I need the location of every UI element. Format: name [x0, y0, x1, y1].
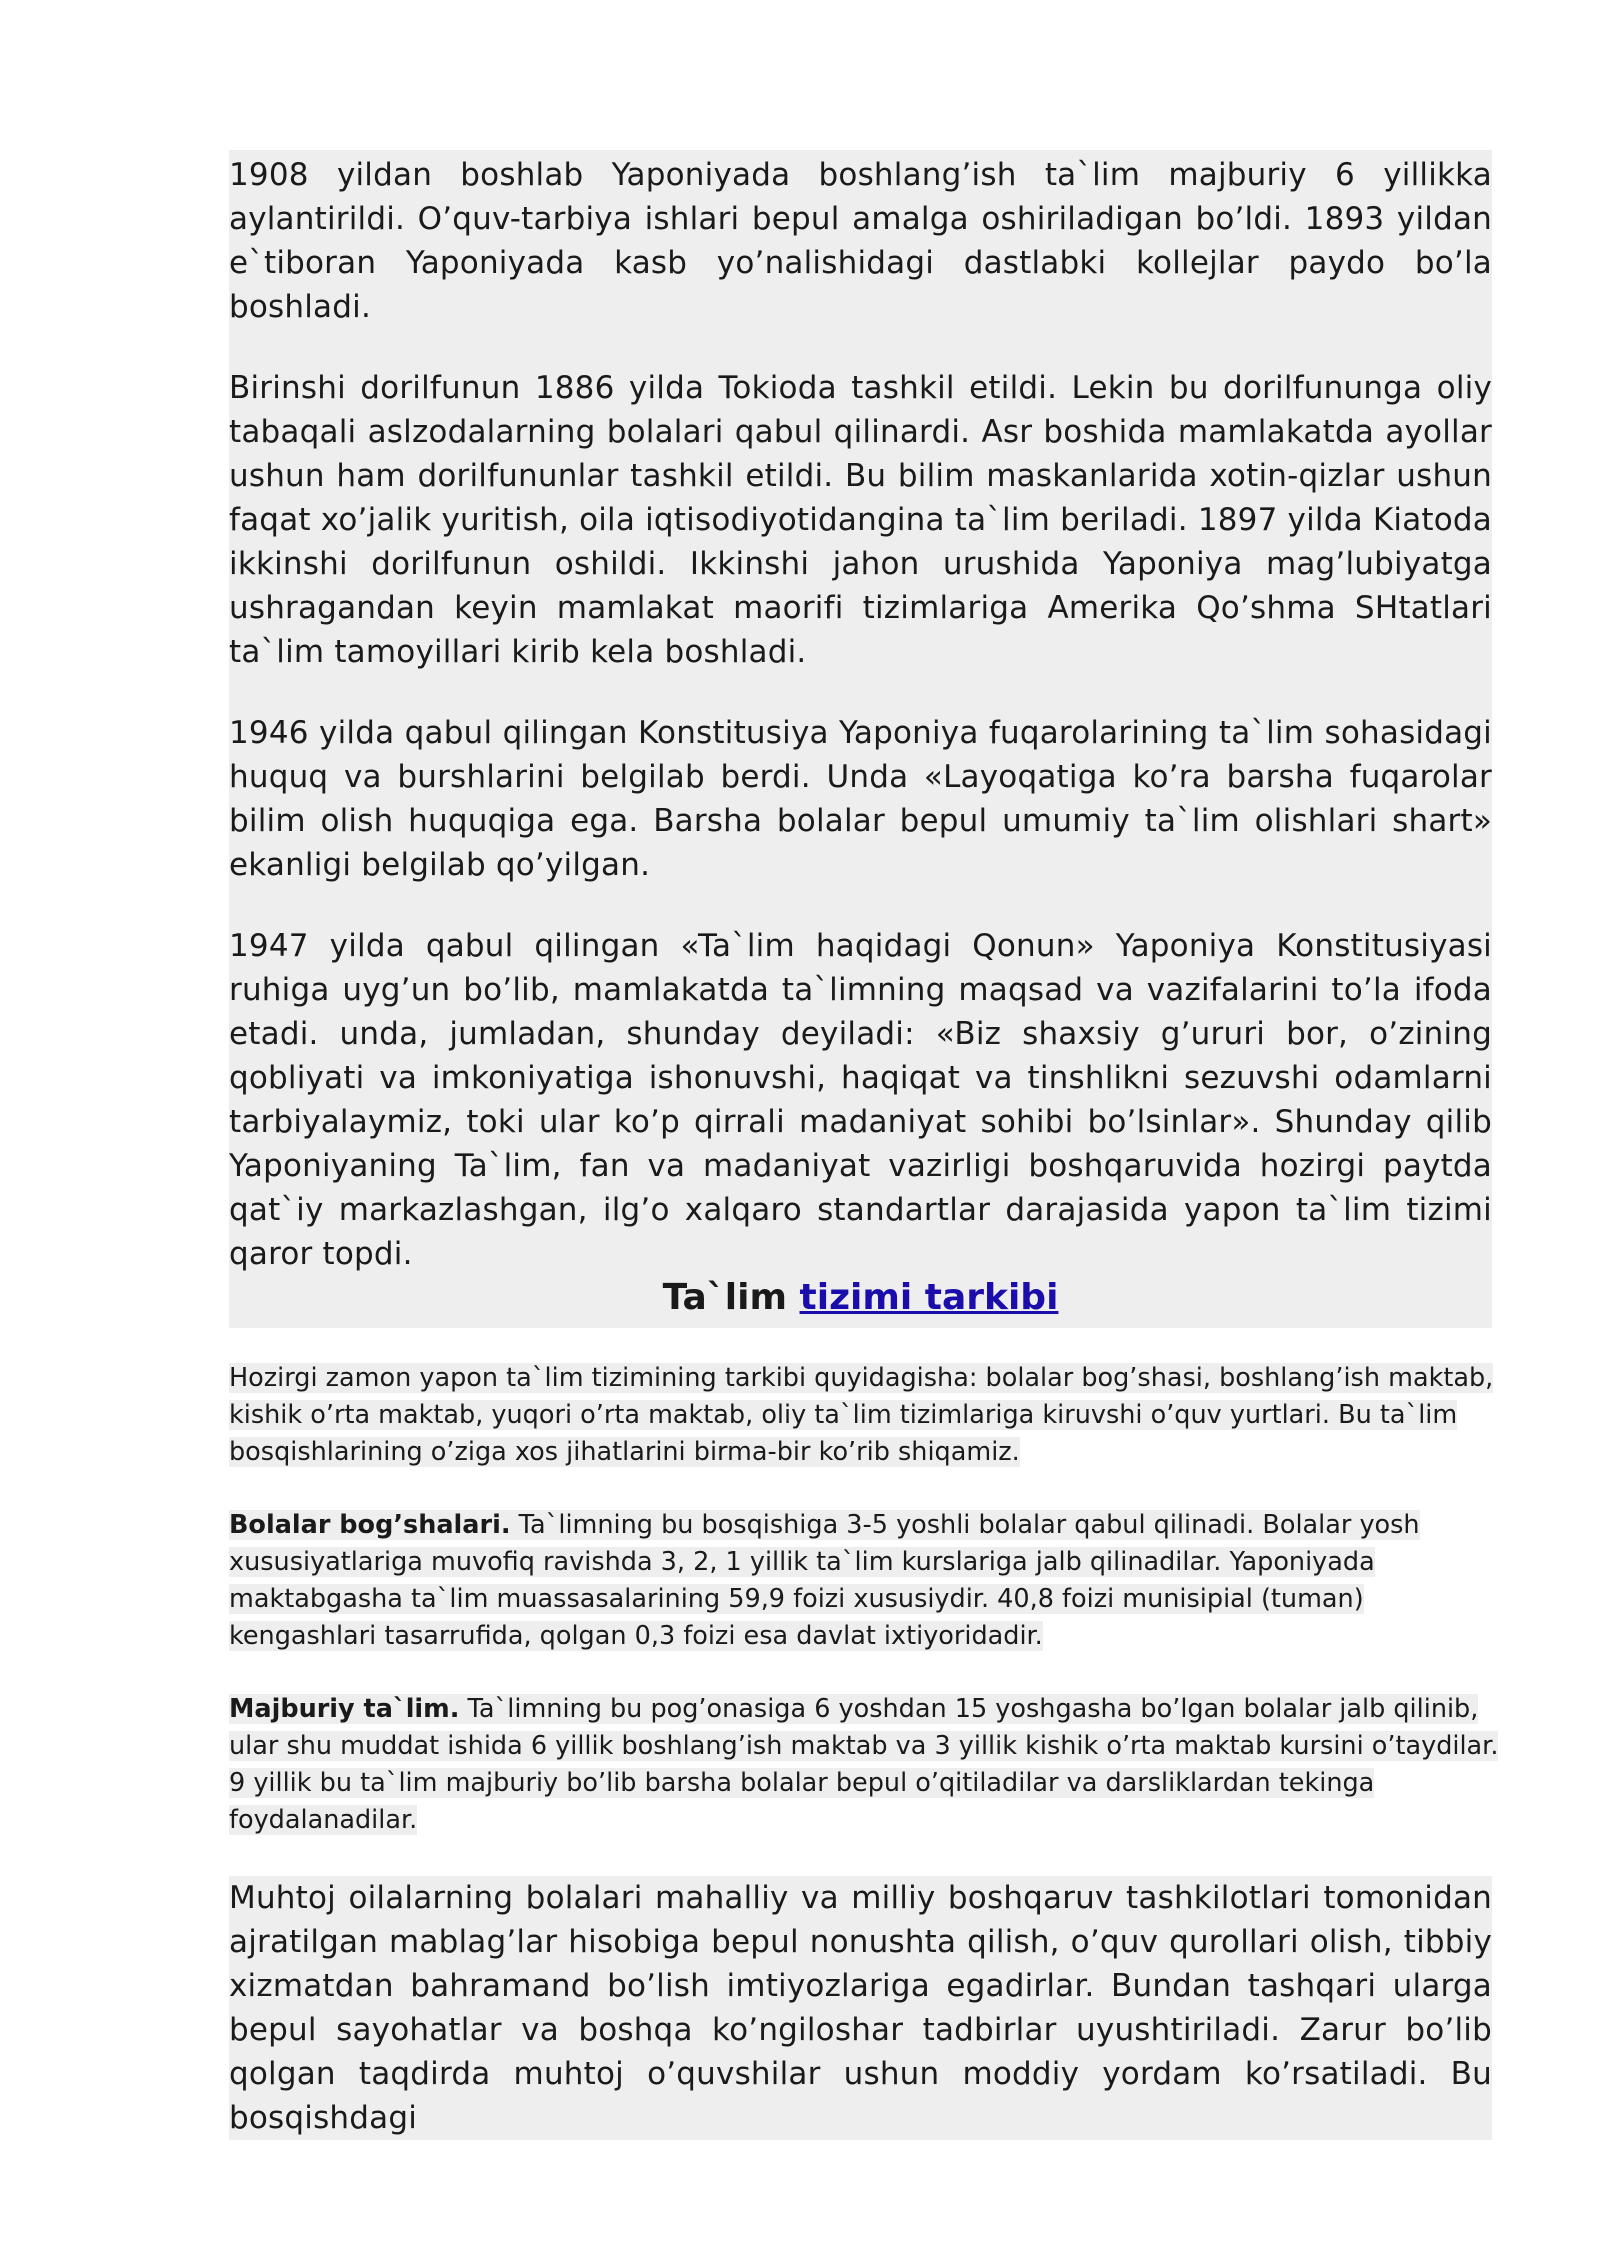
paragraph-2: Birinshi dorilfunun 1886 yilda Tokioda tashkil etildi. Lekin bu dorilfununga oliy tabaqali aslzodalarning bolalari qabul qilinardi. Asr boshida mamlakatda ayollar ushun ham dorilfununlar tashkil etildi. Bu bilim maskanlarida xotin-qizlar ushun faqat xo’jalik yuritish, oila iqtisodiyotidangina ta`lim beriladi. 1897 yilda Kiatoda ikkinshi dorilfunun oshildi. Ikkinshi jahon urushida Yaponiya mag’lubiyatga ushragandan keyin mamlakat maorifi tizimlariga Amerika Qo’shma SHtatlari ta`lim tamoyillari kirib kela boshladi. [229, 370, 1492, 670]
bottom-text-block [229, 1876, 1492, 2140]
heading-link[interactable]: tizimi tarkibi [799, 1277, 1059, 1318]
section-heading [229, 1268, 1492, 1328]
paragraph-4: 1947 yilda qabul qilingan «Ta`lim haqidagi Qonun» Yaponiya Konstitusiyasi ruhiga uyg’un bo’lib, mamlakatda ta`limning maqsad va vazifalarini to’la ifoda etadi. unda, jumladan, shunday deyiladi: «Biz shaxsiy g’ururi bor, o’zining qobliyati va imkoniyatiga ishonuvshi, haqiqat va tinshlikni sezuvshi odamlarni tarbiyalaymiz, toki ular ko’p qirrali madaniyat sohibi bo’lsinlar». Shunday qilib Yaponiyaning Ta`lim, fan va madaniyat vazirligi boshqaruvida hozirgi paytda qat`iy markazlashgan, ilg’o xalqaro standartlar darajasida yapon ta`lim tizimi qaror topdi. [229, 928, 1492, 1272]
small-paragraph-3 [229, 1691, 1499, 1839]
small-text-block [229, 1360, 1499, 1839]
small-paragraph-2-text: Ta`limning bu bosqishiga 3-5 yoshli bolalar qabul qilinadi. Bolalar yosh xususiyatlariga muvofiq ravishda 3, 2, 1 yillik ta`lim kurslariga jalb qilinadilar. Yaponiyada maktabgasha ta`lim muassasalarining 59,9 foizi xususiydir. 40,8 foizi munisipial (tuman) kengashlari tasarrufida, qolgan 0,3 foizi esa davlat ixtiyoridadir. [229, 1510, 1420, 1651]
small-paragraph-2 [229, 1507, 1499, 1655]
paragraph-1: 1908 yildan boshlab Yaponiyada boshlang’ish ta`lim majburiy 6 yillikka aylantirildi. O’quv-tarbiya ishlari bepul amalga oshiriladigan bo’ldi. 1893 yildan e`tiboran Yaponiyada kasb yo’nalishidagi dastlabki kollejlar paydo bo’la boshladi. [229, 157, 1492, 325]
small-paragraph-1-text: Hozirgi zamon yapon ta`lim tizimining tarkibi quyidagisha: bolalar bog’shasi, boshlang’ish maktab, kishik o’rta maktab, yuqori o’rta maktab, oliy ta`lim tizimlariga kiruvshi o’quv yurtlari. Bu ta`lim bosqishlarining o’ziga xos jihatlarini birma-bir ko’rib shiqamiz. [229, 1363, 1494, 1467]
paragraph-3: 1946 yilda qabul qilingan Konstitusiya Yaponiya fuqarolarining ta`lim sohasidagi huquq va burshlarini belgilab berdi. Unda «Layoqatiga ko’ra barsha fuqarolar bilim olish huquqiga ega. Barsha bolalar bepul umumiy ta`lim olishlari shart» ekanligi belgilab qo’yilgan. [229, 715, 1492, 883]
heading-text: Ta`lim [662, 1277, 800, 1318]
small-paragraph-1 [229, 1360, 1499, 1471]
small-paragraph-3-text: Ta`limning bu pog’onasiga 6 yoshdan 15 yoshgasha bo’lgan bolalar jalb qilinib, ular shu muddat ishida 6 yillik boshlang’ish maktab va 3 yillik kishik o’rta maktab kursini o’taydilar. 9 yillik bu ta`lim majburiy bo’lib barsha bolalar bepul o’qitiladilar va darsliklardan tekinga foydalanadilar. [229, 1694, 1499, 1835]
paragraph-5: Muhtoj oilalarning bolalari mahalliy va milliy boshqaruv tashkilotlari tomonidan ajratilgan mablag’lar hisobiga bepul nonushta qilish, o’quv qurollari olish, tibbiy xizmatdan bahramand bo’lish imtiyozlariga egadirlar. Bundan tashqari ularga bepul sayohatlar va boshqa ko’ngiloshar tadbirlar uyushtiriladi. Zarur bo’lib qolgan taqdirda muhtoj o’quvshilar ushun moddiy yordam ko’rsatiladi. Bu bosqishdagi [229, 1880, 1492, 2136]
top-text-block [229, 153, 1492, 1276]
kindergarten-term: Bolalar bog’shalari. [229, 1510, 511, 1540]
compulsory-education-term: Majburiy ta`lim. [229, 1694, 460, 1724]
